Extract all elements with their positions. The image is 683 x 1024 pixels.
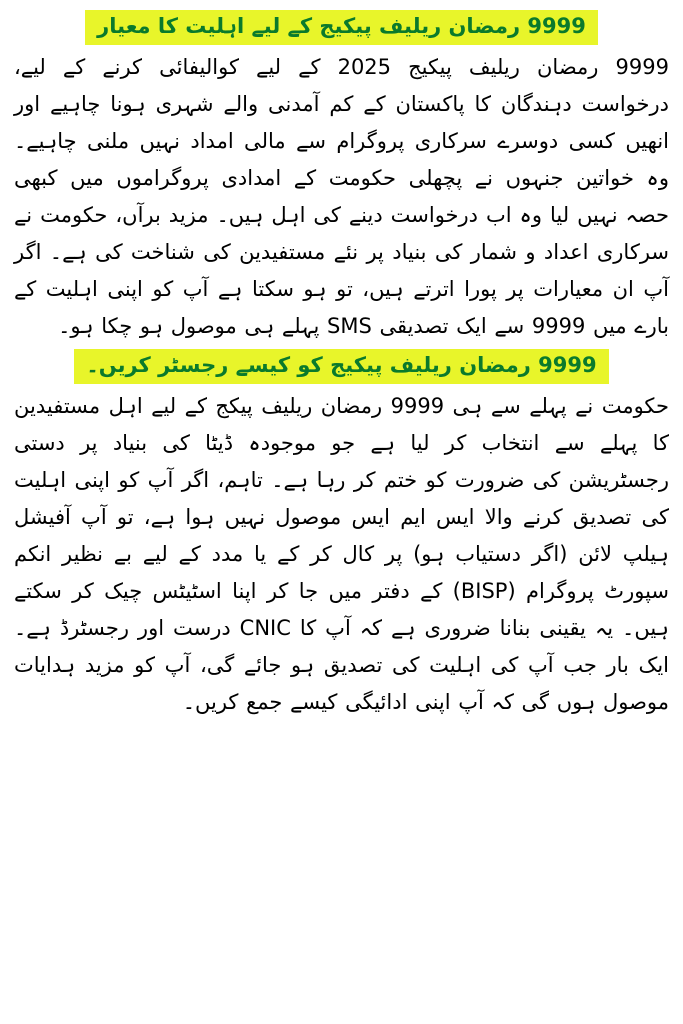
heading-eligibility-wrap (10, 6, 673, 49)
heading-registration: 9999 رمضان ریلیف پیکیج کو کیسے رجسٹر کریں۔ (74, 349, 608, 384)
heading-registration-wrap (10, 347, 673, 388)
paragraph-registration: حکومت نے پہلے سے ہی 9999 رمضان ریلیف پیکج کے لیے اہل مستفیدین کا پہلے سے انتخاب کر لیا ہے جو موجودہ ڈیٹا کی بنیاد پر دستی رجسٹریشن کی ضرورت کو ختم کر رہا ہے۔ تاہم، اگر آپ کو اپنی اہلیت کی تصدیق کرنے والا ایس ایم ایس موصول نہیں ہوا ہے، تو آپ آفیشل ہیلپ لائن (اگر دستیاب ہو) پر کال کر کے یا مدد کے لیے بے نظیر انکم سپورٹ پروگرام (BISP) کے دفتر میں جا کر اپنا اسٹیٹس چیک کر سکتے ہیں۔ یہ یقینی بنانا ضروری ہے کہ آپ کا CNIC درست اور رجسٹرڈ ہے۔ ایک بار جب آپ کی اہلیت کی تصدیق ہو جائے گی، آپ کو مزید ہدایات موصول ہوں گی کہ آپ اپنی ادائیگی کیسے جمع کریں۔ (14, 394, 670, 714)
heading-eligibility: 9999 رمضان ریلیف پیکیج کے لیے اہلیت کا معیار (85, 10, 598, 45)
paragraph-eligibility: 9999 رمضان ریلیف پیکیج 2025 کے لیے کوالیفائی کرنے کے لیے، درخواست دہندگان کا پاکستان کے کم آمدنی والے شہری ہونا چاہیے اور انھیں کسی دوسرے سرکاری پروگرام سے مالی امداد نہیں ملنی چاہیے۔ وہ خواتین جنہوں نے پچھلی حکومت کے امدادی پروگراموں میں کبھی حصہ نہیں لیا وہ اب درخواست دینے کی اہل ہیں۔ مزید برآں، حکومت نے سرکاری اعداد و شمار کی بنیاد پر نئے مستفیدین کی شناخت کی ہے۔ اگر آپ ان معیارات پر پورا اترتے ہیں، تو ہو سکتا ہے آپ کو اپنی اہلیت کے بارے میں 9999 سے ایک تصدیقی SMS پہلے ہی موصول ہو چکا ہو۔ (14, 55, 669, 338)
